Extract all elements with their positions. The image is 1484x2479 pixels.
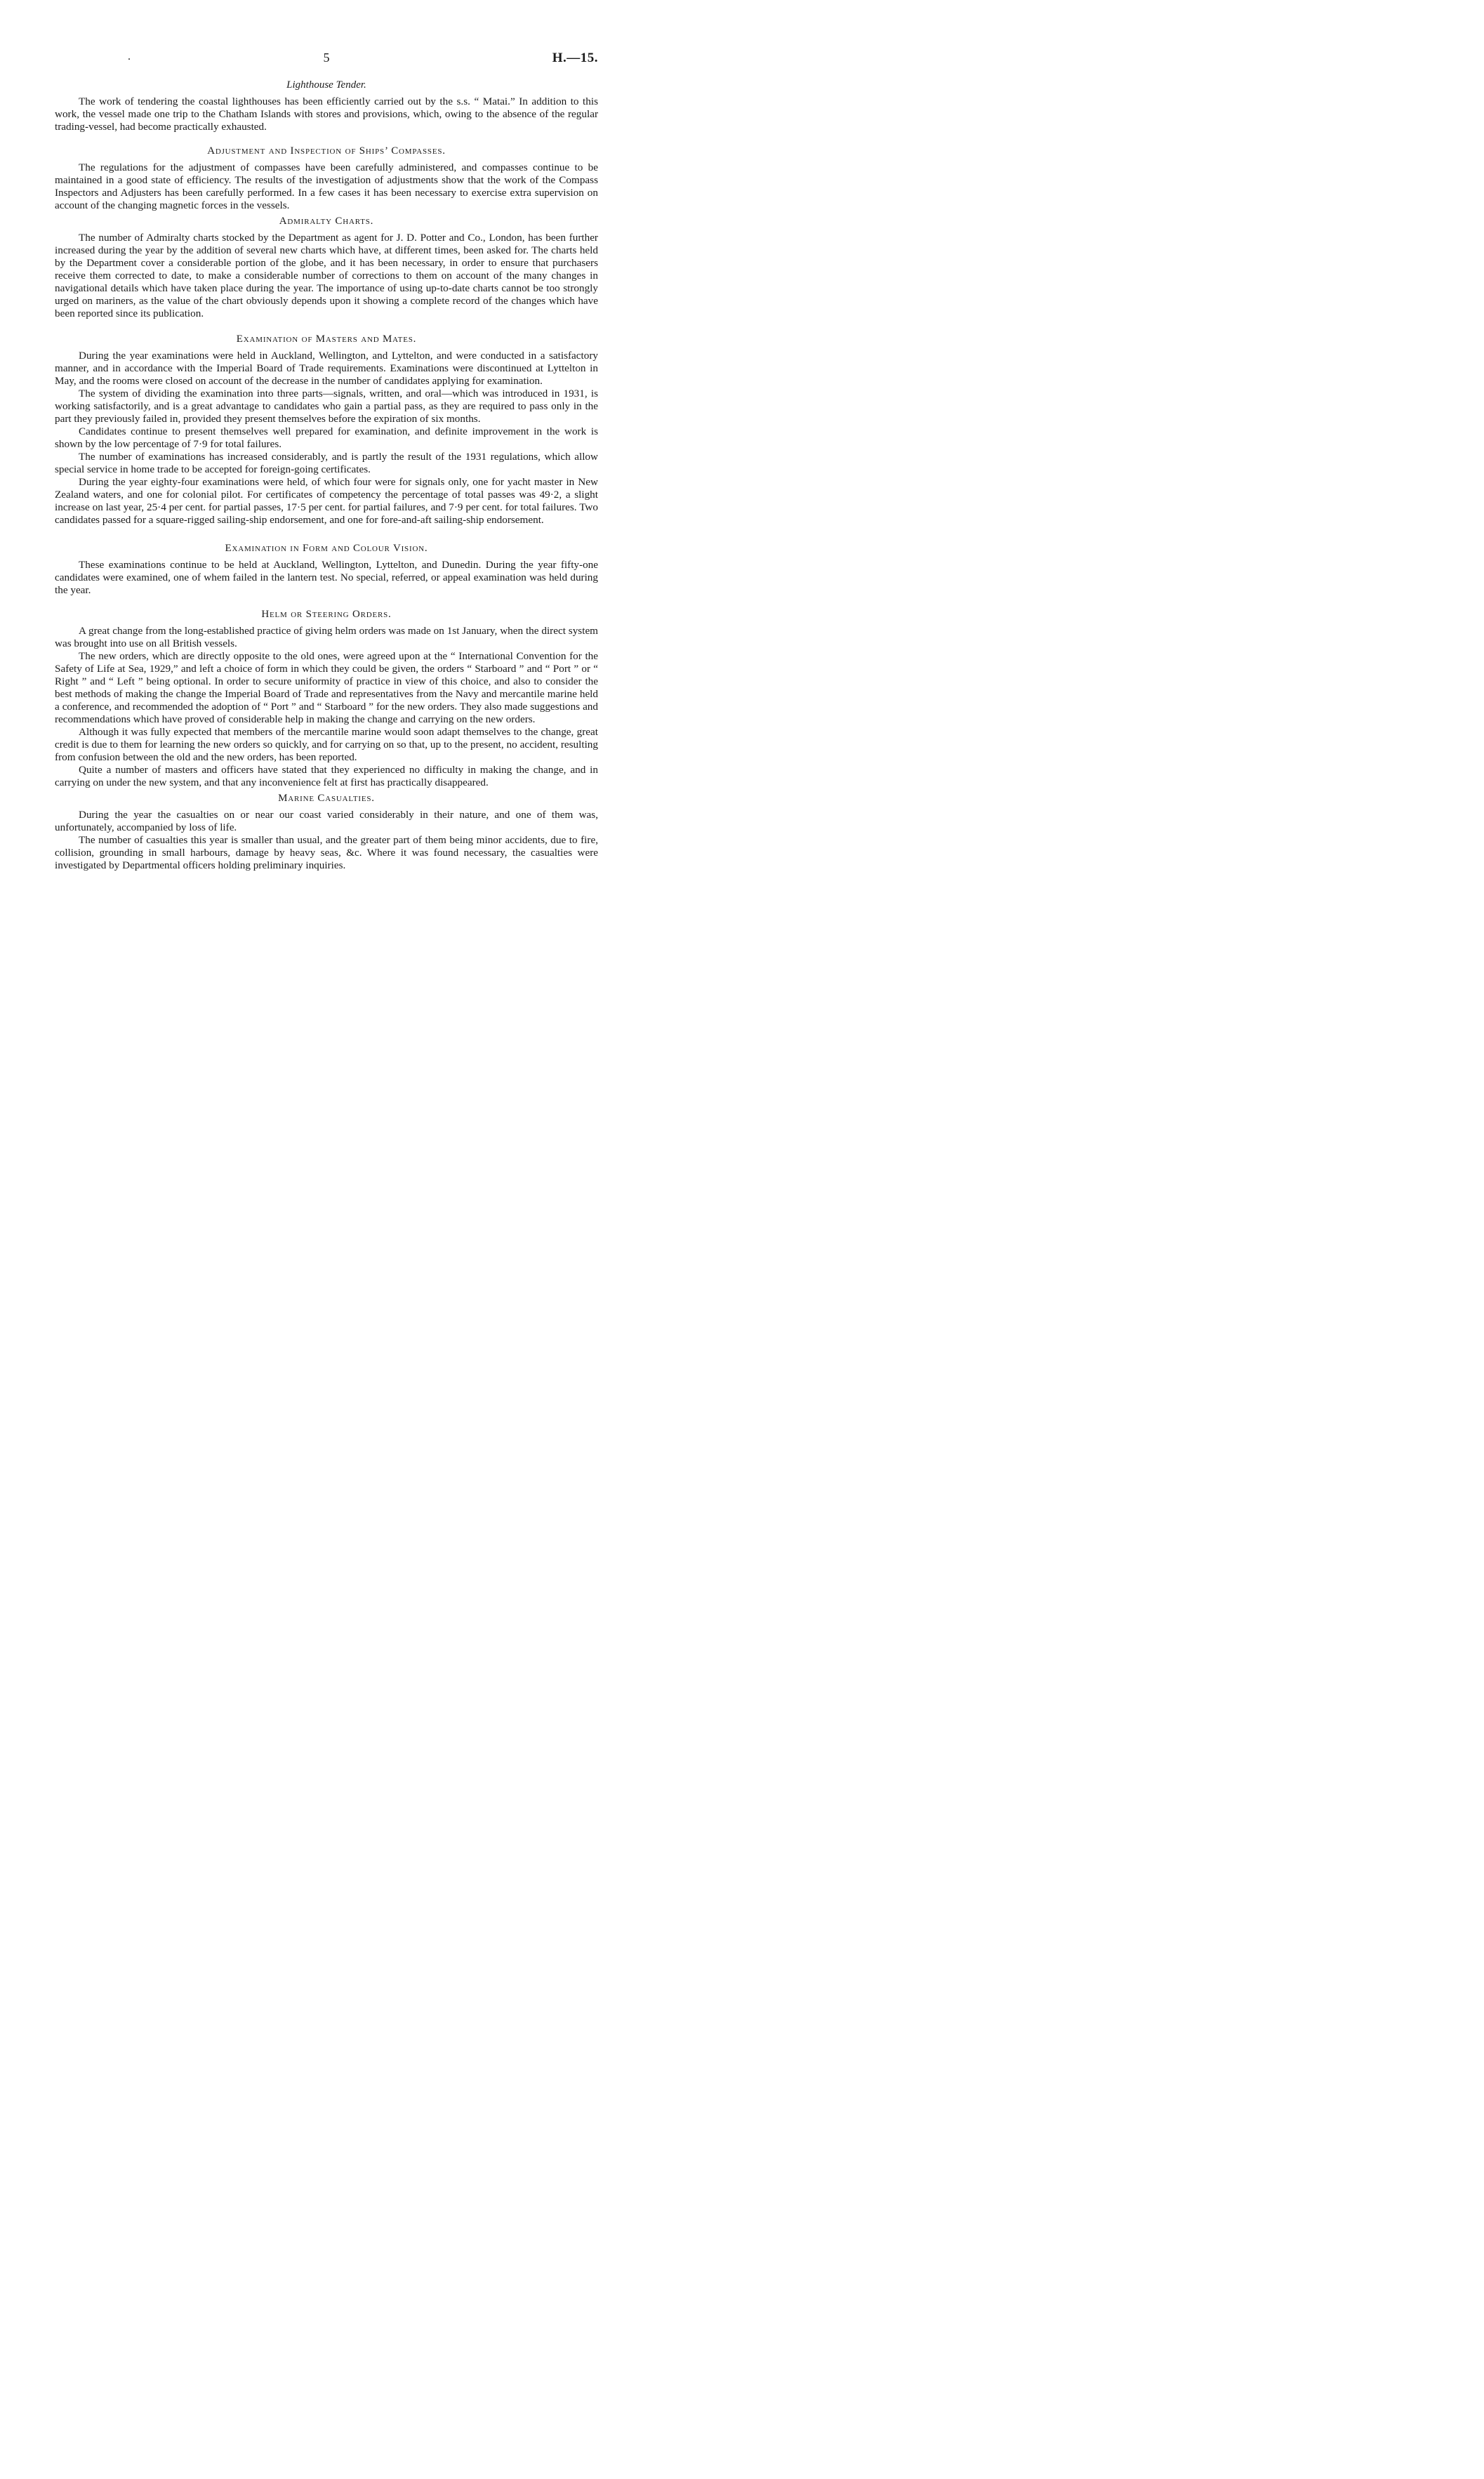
section-helm-orders [55, 608, 598, 789]
paragraph: The work of tendering the coastal lighthouses has been efficiently carried out by the s.s. “ Matai.” In addition to this work, the vessel made one trip to the Chatham Islands with stores and provisions, which, owing to the absence of the regular trading-vessel, had become practically exhausted. [55, 95, 598, 133]
section-heading: Helm or Steering Orders. [261, 609, 392, 620]
paragraph: The number of examinations has increased considerably, and is partly the result of the 1931 regulations, which allow special service in home trade to be accepted for foreign-going certificates. [55, 451, 598, 475]
paragraph: During the year examinations were held in Auckland, Wellington, and Lyttelton, and were conducted in a satisfactory manner, and in accordance with the Imperial Board of Trade requirements. Examinations were discontinued at Lyttelton in May, and the rooms were closed on account of the decrease in the number of candidates applying for examination. [55, 350, 598, 387]
section-heading: Admiralty Charts. [279, 216, 374, 227]
paragraph: The number of Admiralty charts stocked by the Department as agent for J. D. Potter and Co., London, has been further increased during the year by the addition of several new charts which have, at different times, been asked for. The charts held by the Department cover a considerable portion of the globe, and it has been necessary, in order to ensure that purchasers receive them corrected to date, to make a considerable number of corrections to them on account of the many changes in navigational details which have taken place during the year. The importance of using up-to-date charts cannot be too strongly urged on mariners, as the value of the chart obviously depends upon it showing a complete record of the changes which have been reported since its publication. [55, 232, 598, 319]
section-heading: Marine Casualties. [278, 793, 375, 804]
section-admiralty-charts [55, 215, 598, 320]
page-header [55, 51, 598, 69]
paragraph: The new orders, which are directly opposite to the old ones, were agreed upon at the “ International Convention for the Safety of Life at Sea, 1929,” and left a choice of form in which they could be given, the orders “ Starboard ” and “ Port ” or “ Right ” and “ Left ” being optional. In order to secure uniformity of practice in view of this choice, and also to consider the best methods of making the change the Imperial Board of Trade and representatives from the Navy and mercantile marine held a conference, and recommended the adoption of “ Port ” and “ Starboard ” for the new orders. They also made suggestions and recommendations which have proved of considerable help in making the change and carrying on the new orders. [55, 650, 598, 725]
section-masters-and-mates [55, 333, 598, 527]
page-number: 5 [323, 51, 330, 65]
section-compasses [55, 145, 598, 212]
document-page [0, 0, 660, 1101]
paragraph: The system of dividing the examination into three parts—signals, written, and oral—which was introduced in 1931, is working satisfactorily, and is a great advantage to candidates who gain a partial pass, as they are required to pass only in the part they previously failed in, provided they present themselves before the expiration of six months. [55, 388, 598, 425]
section-colour-vision [55, 542, 598, 597]
page-body [55, 79, 598, 872]
paragraph: These examinations continue to be held at Auckland, Wellington, Lyttelton, and Dunedin. During the year fifty-one candidates were examined, one of whem failed in the lantern test. No special, referred, or appeal examination was held during the year. [55, 559, 598, 596]
document-code: H.—15. [552, 51, 598, 65]
section-marine-casualties [55, 792, 598, 872]
section-lighthouse-tender [55, 79, 598, 133]
paragraph: During the year the casualties on or near our coast varied considerably in their nature, and one of them was, unfortunately, accompanied by loss of life. [55, 809, 598, 833]
section-heading: Examination of Masters and Mates. [236, 333, 417, 345]
paragraph: The number of casualties this year is smaller than usual, and the greater part of them being minor accidents, due to fire, collision, grounding in small harbours, damage by heavy seas, &c. Where it was found necessary, the casualties were investigated by Departmental officers holding preliminary inquiries. [55, 834, 598, 871]
section-heading: Examination in Form and Colour Vision. [225, 543, 428, 554]
header-mark: . [128, 51, 131, 62]
section-heading: Lighthouse Tender. [286, 79, 366, 91]
paragraph: Candidates continue to present themselves well prepared for examination, and definite improvement in the work is shown by the low percentage of 7·9 for total failures. [55, 425, 598, 450]
paragraph: Although it was fully expected that members of the mercantile marine would soon adapt themselves to the change, great credit is due to them for learning the new orders so quickly, and for carrying on so that, up to the present, no accident, resulting from confusion between the old and the new orders, has been reported. [55, 726, 598, 763]
section-heading: Adjustment and Inspection of Ships’ Compasses. [207, 145, 446, 157]
paragraph: During the year eighty-four examinations were held, of which four were for signals only, one for yacht master in New Zealand waters, and one for colonial pilot. For certificates of competency the percentage of total passes was 49·2, a slight increase on last year, 25·4 per cent. for partial passes, 17·5 per cent. for partial failures, and 7·9 per cent. for total failures. Two candidates passed for a square-rigged sailing-ship endorsement, and one for fore-and-aft sailing-ship endorsement. [55, 476, 598, 526]
paragraph: A great change from the long-established practice of giving helm orders was made on 1st January, when the direct system was brought into use on all British vessels. [55, 625, 598, 649]
paragraph: The regulations for the adjustment of compasses have been carefully administered, and compasses continue to be maintained in a good state of efficiency. The results of the investigation of adjustments show that the work of the Compass Inspectors and Adjusters has been carefully performed. In a few cases it has been necessary to exercise extra supervision on account of the changing magnetic forces in the vessels. [55, 161, 598, 211]
paragraph: Quite a number of masters and officers have stated that they experienced no difficulty in making the change, and in carrying on under the new system, and that any inconvenience felt at first has practically disappeared. [55, 764, 598, 788]
